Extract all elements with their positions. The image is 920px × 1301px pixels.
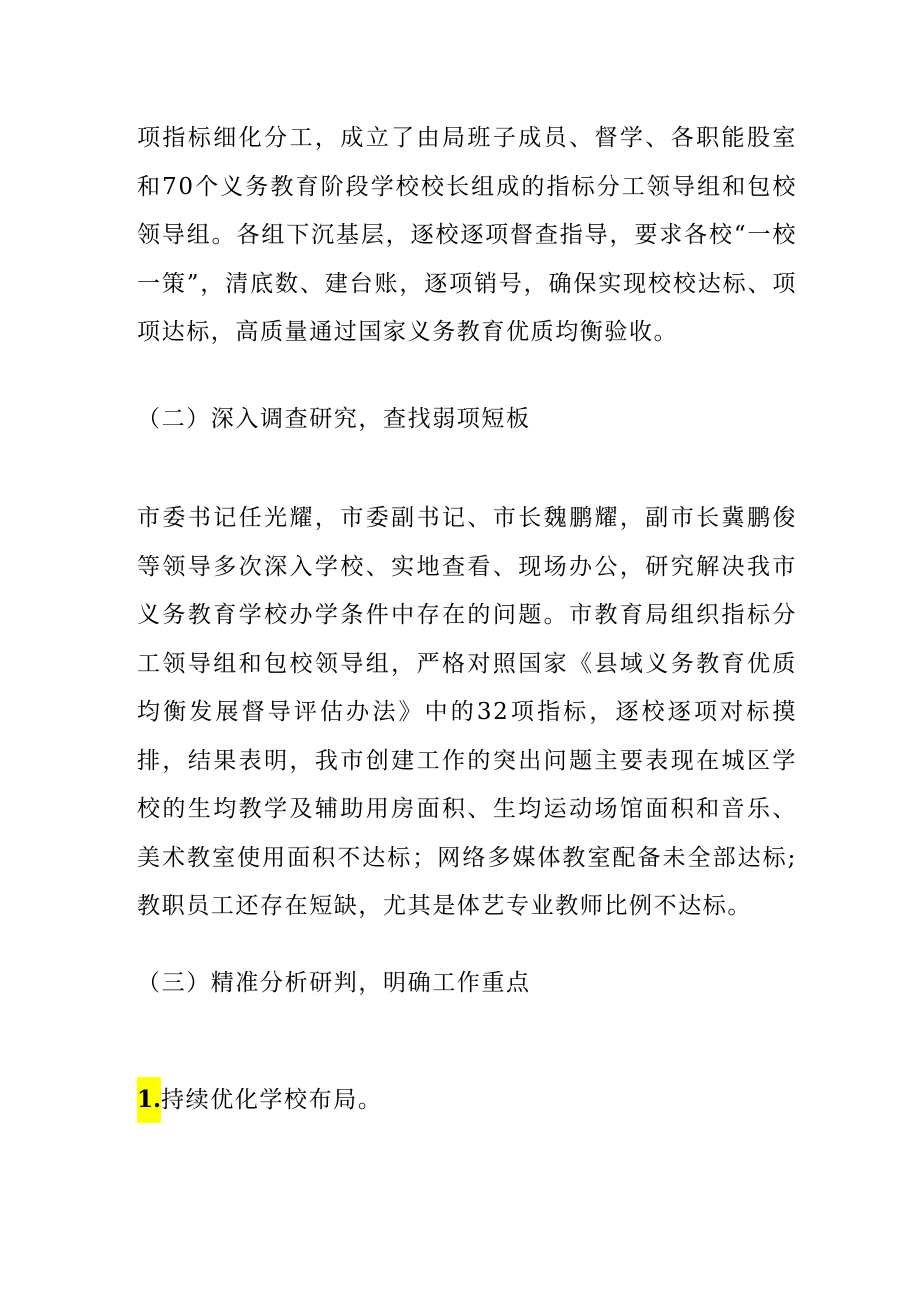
list-item-1-text: 持续优化学校布局。 [161, 1087, 383, 1113]
list-item-1 [137, 1077, 382, 1123]
section-heading-3: （三）精准分析研判，明确工作重点 [137, 970, 531, 996]
paragraph-2: 市委书记任光耀，市委副书记、市长魏鹏耀，副市长冀鹏俊等领导多次深入学校、实地查看、现场办公，研究解决我市义务教育学校办学条件中存在的问题。市教育局组织指标分工领导组和包校领导组，严格对照国家《县域义务教育优质均衡发展督导评估办法》中的32项指标，逐校逐项对标摸排，结果表明，我市创建工作的突出问题主要表现在城区学校的生均教学及辅助用房面积、生均运动场馆面积和音乐、美术教室使用面积不达标；网络多媒体教室配备未全部达标;教职员工还存在短缺，尤其是体艺专业教师比例不达标。 [137, 505, 797, 919]
section-heading-2: （二）深入调查研究，查找弱项短板 [137, 406, 531, 432]
highlighted-item-number: 1. [137, 1077, 161, 1123]
paragraph-1: 项指标细化分工，成立了由局班子成员、督学、各职能股室和70个义务教育阶段学校校长组成的指标分工领导组和包校领导组。各组下沉基层，逐校逐项督查指导，要求各校“一校一策”，清底数、建台账，逐项销号，确保实现校校达标、项项达标，高质量通过国家义务教育优质均衡验收。 [137, 125, 797, 345]
